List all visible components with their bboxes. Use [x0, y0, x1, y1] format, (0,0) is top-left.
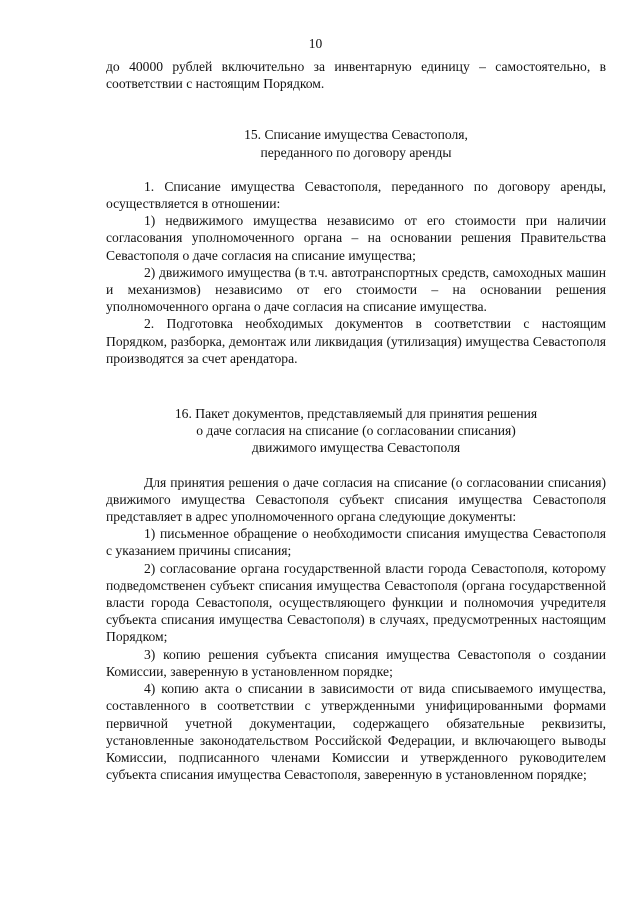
- page-number: 10: [308, 36, 323, 51]
- section-15-paragraph: 1) недвижимого имущества независимо от его стоимости при наличии согласования уполномоченного органа – на основании решения Правительства Севастополя о даче согласия на списание имущества;: [106, 213, 606, 263]
- section-15-title: [106, 126, 606, 160]
- section-15-paragraph: 1. Списание имущества Севастополя, переданного по договору аренды, осуществляется в отношении:: [106, 178, 606, 212]
- section-16-title: [106, 405, 606, 457]
- section-16-title-line: движимого имущества Севастополя: [251, 440, 461, 456]
- intro-paragraph: до 40000 рублей включительно за инвентарную единицу – самостоятельно, в соответствии с настоящим Порядком.: [106, 59, 606, 92]
- section-15-paragraph: 2) движимого имущества (в т.ч. автотранспортных средств, самоходных машин и механизмов) независимо от его стоимости – на основании решения уполномоченного органа о даче согласия на списание имущества.: [106, 264, 606, 315]
- section-16-paragraph: 1) письменное обращение о необходимости списания имущества Севастополя с указанием причины списания;: [106, 526, 606, 559]
- section-16-title-line: о даче согласия на списание (о согласовании списания): [196, 423, 516, 439]
- section-16-paragraph: 2) согласование органа государственной власти города Севастополя, которому подведомственен субъект списания имущества Севастополя (органа государственной власти города Севастополя, осуществляющего функции и полномочия учредителя субъекта списания имущества Севастополя) в случаях, предусмотренных настоящим Порядком;: [106, 560, 606, 645]
- section-15-title-line: 15. Списание имущества Севастополя,: [244, 127, 468, 143]
- document-body: [106, 58, 606, 783]
- section-16-paragraph: 4) копию акта о списании в зависимости от вида списываемого имущества, составленного в соответствии с утвержденными унифицированными формами первичной учетной документации, содержащего обязательные реквизиты, установленные законодательством Российской Федерации, и включающего выводы Комиссии, подписанного членами Комиссии и утвержденного руководителем субъекта списания имущества Севастополя, заверенную в установленном порядке;: [106, 681, 606, 783]
- section-16-paragraph: 3) копию решения субъекта списания имущества Севастополя о создании Комиссии, заверенную в установленном порядке;: [106, 646, 606, 679]
- section-16-paragraph: Для принятия решения о даче согласия на списание (о согласовании списания) движимого имущества Севастополя субъект списания имущества Севастополя представляет в адрес уполномоченного органа следующие документы:: [106, 474, 606, 525]
- section-15-title-line: переданного по договору аренды: [260, 144, 452, 160]
- section-15-paragraph: 2. Подготовка необходимых документов в соответствии с настоящим Порядком, разборка, демонтаж или ликвидация (утилизация) имущества Севастополя производятся за счет арендатора.: [106, 316, 606, 366]
- section-16-title-line: 16. Пакет документов, представляемый для принятия решения: [174, 406, 538, 422]
